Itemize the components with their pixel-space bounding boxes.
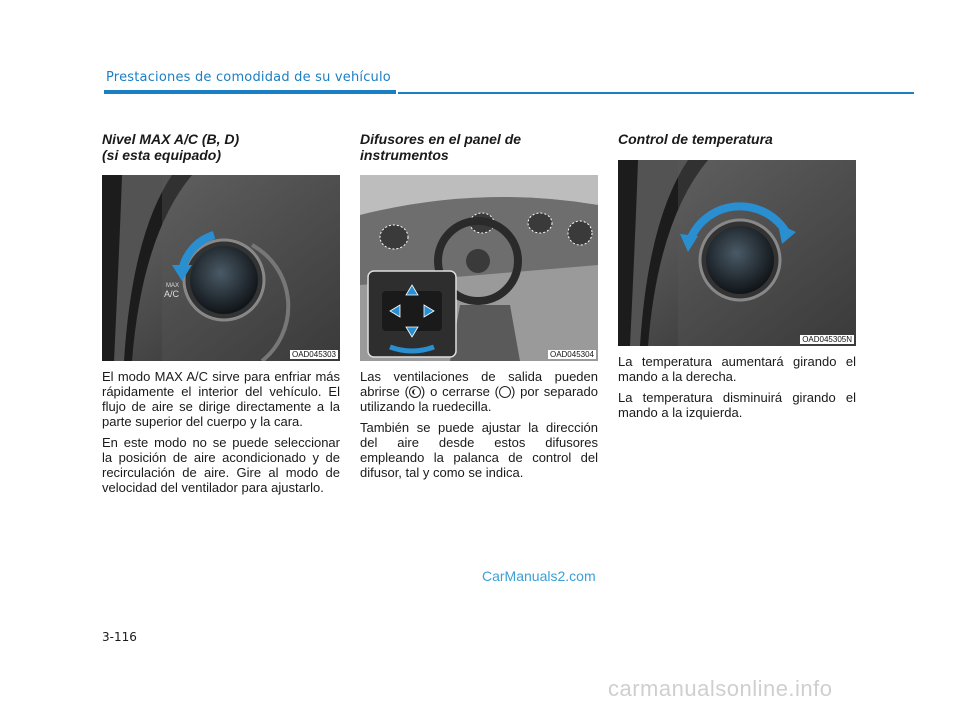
figure-code: OAD045304 bbox=[549, 350, 594, 359]
vent-closed-icon bbox=[499, 386, 511, 398]
text-fragment: ) por separado utilizando la ruedecilla. bbox=[360, 384, 598, 414]
figure-dashboard-vents bbox=[360, 175, 598, 361]
column-max-ac bbox=[102, 131, 340, 495]
heading-line1: Nivel MAX A/C (B, D) bbox=[102, 131, 240, 147]
paragraph: El modo MAX A/C sirve para enfriar más rápidamente el interior del vehículo. El flujo de aire se dirige directamente a la parte superior del cuerpo y la cara. bbox=[102, 369, 340, 429]
heading-vents bbox=[360, 131, 598, 163]
heading-line2: instrumentos bbox=[360, 147, 449, 163]
watermark-carmanuals2: CarManuals2.com bbox=[482, 568, 596, 584]
heading-line1: Difusores en el panel de bbox=[360, 131, 522, 147]
paragraph-vent-open-close bbox=[360, 369, 598, 414]
header-rule-thin bbox=[398, 92, 914, 94]
heading-line1: Control de temperatura bbox=[618, 131, 773, 147]
figure-max-ac-knob bbox=[102, 175, 340, 361]
paragraph: La temperatura aumentará girando el mando a la derecha. bbox=[618, 354, 856, 384]
column-vents bbox=[360, 131, 598, 480]
column-temperature bbox=[618, 131, 856, 420]
text-fragment: ) o cerrarse ( bbox=[420, 384, 499, 399]
page-number: 3-116 bbox=[102, 630, 137, 644]
figure-code: OAD045303 bbox=[291, 350, 336, 359]
paragraph: En este modo no se puede seleccionar la posición de aire acondicionado y de recirculación de aire. Gire al modo de velocidad del ventilador para ajustarlo. bbox=[102, 435, 340, 495]
figure-temperature-knob bbox=[618, 160, 856, 346]
paragraph: También se puede ajustar la dirección del aire desde estos difusores empleando la palanca de control del difusor, tal y como se indica. bbox=[360, 420, 598, 480]
watermark-carmanualsonline: carmanualsonline.info bbox=[608, 676, 833, 701]
text-fragment: Las ventilaciones de salida pueden abrirse ( bbox=[360, 369, 598, 399]
section-header: Prestaciones de comodidad de su vehículo bbox=[106, 70, 391, 85]
figure-code: OAD045305N bbox=[802, 335, 852, 344]
figure-label-ac: A/C bbox=[164, 289, 180, 299]
header-rule-thick bbox=[104, 90, 396, 94]
heading-temperature bbox=[618, 131, 856, 147]
figure-label-max: MAX bbox=[166, 283, 180, 289]
vent-open-icon bbox=[409, 386, 421, 398]
heading-max-ac bbox=[102, 131, 340, 163]
heading-line2: (si esta equipado) bbox=[102, 147, 222, 163]
paragraph: La temperatura disminuirá girando el mando a la izquierda. bbox=[618, 390, 856, 420]
